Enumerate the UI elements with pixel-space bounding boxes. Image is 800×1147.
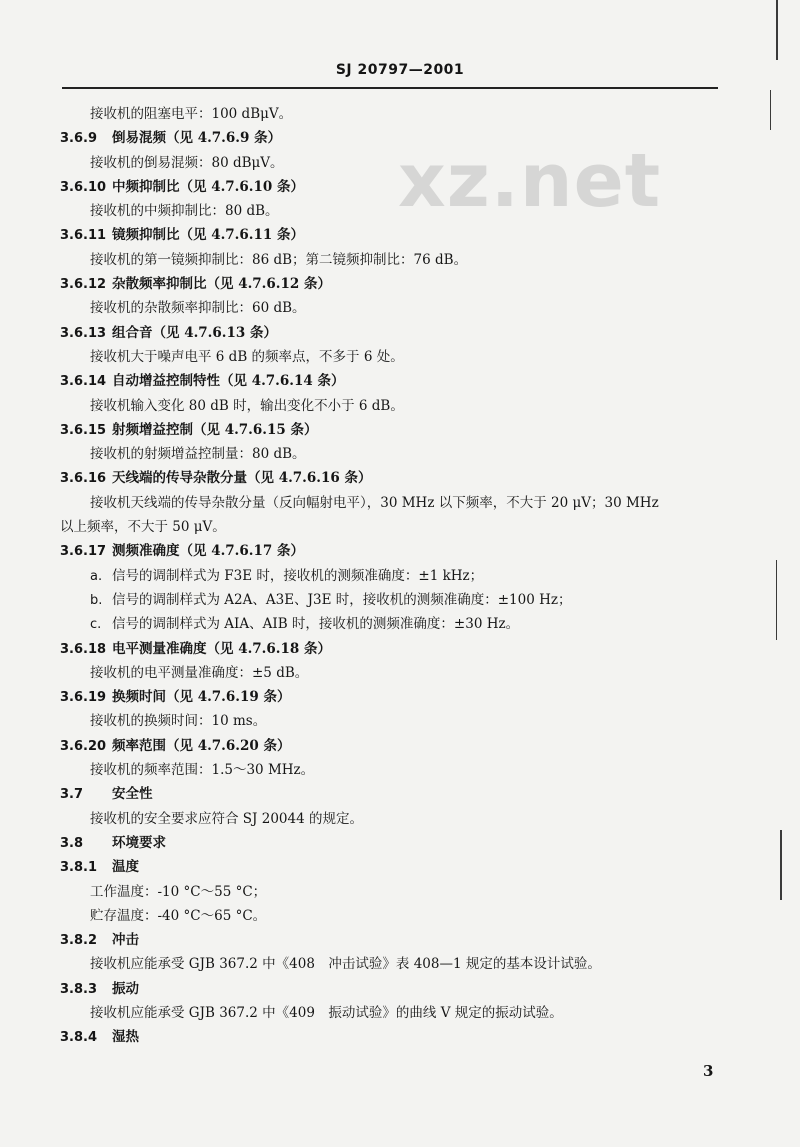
scan-edge-line bbox=[776, 0, 778, 60]
section-number: 3.6.10 bbox=[60, 179, 107, 195]
section-number: 3.6.20 bbox=[60, 738, 107, 754]
paragraph-line: 接收机应能承受 GJB 367.2 中《409 振动试验》的曲线 V 规定的振动试验。 bbox=[90, 1004, 563, 1021]
paragraph-line: 接收机的倒易混频：80 dBμV。 bbox=[90, 154, 284, 171]
section-heading bbox=[60, 831, 725, 855]
section-title: 换频时间（见 4.7.6.19 条） bbox=[112, 689, 291, 706]
section-heading bbox=[60, 977, 725, 1001]
section-title: 湿热 bbox=[112, 1029, 139, 1046]
section-heading bbox=[60, 1025, 725, 1049]
section-number: 3.6.15 bbox=[60, 422, 107, 438]
section-heading bbox=[60, 685, 725, 709]
list-item-marker: a. bbox=[90, 568, 103, 584]
section-title: 冲击 bbox=[112, 932, 139, 949]
section-title: 镜频抑制比（见 4.7.6.11 条） bbox=[112, 227, 304, 244]
section-number: 3.6.9 bbox=[60, 131, 98, 147]
paragraph-line: 接收机的换频时间：10 ms。 bbox=[90, 713, 267, 730]
page-number: 3 bbox=[703, 1062, 714, 1080]
section-heading bbox=[60, 782, 725, 806]
paragraph-line: 接收机的电平测量准确度：±5 dB。 bbox=[90, 664, 309, 681]
list-item-text: 信号的调制样式为 F3E 时，接收机的测频准确度：±1 kHz； bbox=[112, 567, 484, 584]
section-heading bbox=[60, 539, 725, 563]
section-heading bbox=[60, 855, 725, 879]
section-title: 电平测量准确度（见 4.7.6.18 条） bbox=[112, 640, 331, 657]
section-heading bbox=[60, 369, 725, 393]
paragraph-line: 接收机的频率范围：1.5～30 MHz。 bbox=[90, 762, 315, 779]
paragraph-line: 接收机天线端的传导杂散分量（反向幅射电平），30 MHz 以下频率，不大于 20 μV；30 MHz bbox=[90, 494, 659, 511]
scan-edge-line bbox=[776, 560, 777, 640]
section-heading bbox=[60, 223, 725, 247]
section-heading bbox=[60, 175, 725, 199]
list-item-text: 信号的调制样式为 AIA、AIB 时，接收机的测频准确度：±30 Hz。 bbox=[112, 616, 520, 633]
section-number: 3.7 bbox=[60, 787, 84, 803]
section-heading bbox=[60, 928, 725, 952]
section-heading bbox=[60, 272, 725, 296]
document-body bbox=[60, 102, 725, 1050]
section-number: 3.6.14 bbox=[60, 374, 107, 390]
section-number: 3.8.3 bbox=[60, 981, 98, 997]
section-heading bbox=[60, 418, 725, 442]
section-title: 中频抑制比（见 4.7.6.10 条） bbox=[112, 178, 304, 195]
list-item-text: 信号的调制样式为 A2A、A3E、J3E 时，接收机的测频准确度：±100 Hz； bbox=[112, 591, 572, 608]
section-title: 频率范围（见 4.7.6.20 条） bbox=[112, 737, 291, 754]
watermark: xz.net bbox=[398, 138, 662, 224]
paragraph-line: 工作温度：-10 °C～55 °C； bbox=[90, 883, 267, 900]
list-item bbox=[60, 612, 725, 636]
section-heading bbox=[60, 466, 725, 490]
paragraph-line: 接收机的安全要求应符合 SJ 20044 的规定。 bbox=[90, 810, 363, 827]
paragraph-line: 接收机的阻塞电平：100 dBμV。 bbox=[90, 106, 293, 122]
header-rule bbox=[62, 87, 718, 89]
section-number: 3.6.19 bbox=[60, 690, 107, 706]
section-title: 倒易混频（见 4.7.6.9 条） bbox=[112, 130, 282, 147]
scan-edge-line bbox=[780, 830, 782, 900]
section-heading bbox=[60, 321, 725, 345]
paragraph-line: 接收机的第一镜频抑制比：86 dB；第二镜频抑制比：76 dB。 bbox=[90, 251, 468, 268]
paragraph-line: 接收机大于噪声电平 6 dB 的频率点，不多于 6 处。 bbox=[90, 348, 404, 365]
list-item bbox=[60, 588, 725, 612]
paragraph-line: 接收机输入变化 80 dB 时，输出变化不小于 6 dB。 bbox=[90, 397, 404, 414]
section-number: 3.6.17 bbox=[60, 544, 107, 560]
section-number: 3.8.4 bbox=[60, 1030, 98, 1046]
section-number: 3.6.13 bbox=[60, 325, 107, 341]
section-number: 3.8 bbox=[60, 835, 84, 851]
paragraph-line: 接收机的射频增益控制量：80 dB。 bbox=[90, 446, 306, 463]
section-title: 杂散频率抑制比（见 4.7.6.12 条） bbox=[112, 276, 331, 293]
scan-edge-line bbox=[770, 90, 771, 130]
standard-code-header: SJ 20797—2001 bbox=[335, 62, 465, 78]
paragraph-line: 接收机的中频抑制比：80 dB。 bbox=[90, 203, 279, 220]
list-item bbox=[60, 564, 725, 588]
section-number: 3.8.1 bbox=[60, 860, 98, 876]
section-number: 3.6.11 bbox=[60, 228, 107, 244]
section-title: 测频准确度（见 4.7.6.17 条） bbox=[112, 543, 304, 560]
section-title: 安全性 bbox=[112, 786, 153, 803]
section-number: 3.6.12 bbox=[60, 277, 107, 293]
section-number: 3.6.18 bbox=[60, 641, 107, 657]
section-heading bbox=[60, 734, 725, 758]
section-heading bbox=[60, 637, 725, 661]
section-title: 自动增益控制特性（见 4.7.6.14 条） bbox=[112, 373, 345, 390]
section-heading bbox=[60, 126, 725, 150]
paragraph-line: 贮存温度：-40 °C～65 °C。 bbox=[90, 907, 267, 924]
list-item-marker: c. bbox=[90, 617, 102, 633]
section-title: 环境要求 bbox=[112, 834, 166, 851]
section-title: 射频增益控制（见 4.7.6.15 条） bbox=[112, 421, 318, 438]
paragraph-line: 接收机应能承受 GJB 367.2 中《408 冲击试验》表 408—1 规定的基本设计试验。 bbox=[90, 956, 601, 973]
section-number: 3.6.16 bbox=[60, 471, 107, 487]
paragraph-continuation: 以上频率，不大于 50 μV。 bbox=[60, 519, 226, 536]
list-item-marker: b. bbox=[90, 592, 103, 608]
paragraph-line: 接收机的杂散频率抑制比：60 dB。 bbox=[90, 300, 306, 317]
section-title: 组合音（见 4.7.6.13 条） bbox=[112, 324, 277, 341]
section-number: 3.8.2 bbox=[60, 933, 98, 949]
section-title: 振动 bbox=[112, 980, 139, 997]
section-title: 天线端的传导杂散分量（见 4.7.6.16 条） bbox=[112, 470, 372, 487]
section-title: 温度 bbox=[112, 859, 139, 876]
